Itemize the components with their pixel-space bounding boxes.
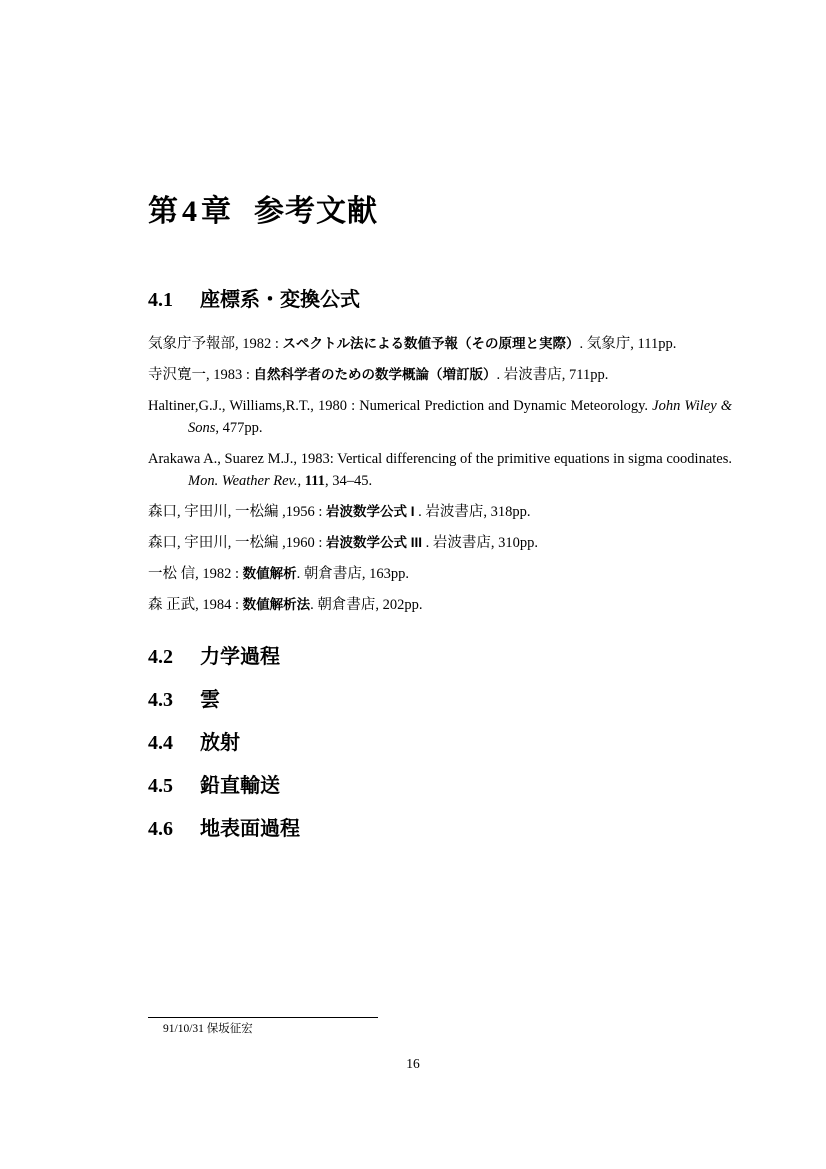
reference-segment: Haltiner,G.J., Williams,R.T., 1980 : Numerical Prediction and Dynamic Meteorology. bbox=[148, 398, 653, 414]
page-content bbox=[148, 193, 732, 842]
reference-entry bbox=[148, 395, 732, 439]
reference-segment: . 岩波書店, 310pp. bbox=[422, 535, 539, 551]
footnote-rule bbox=[148, 1017, 378, 1018]
reference-segment: 森 正武, 1984 : bbox=[148, 597, 243, 613]
section-number: 4.6 bbox=[148, 818, 173, 840]
reference-segment: 自然科学者のための数学概論（増訂版） bbox=[253, 367, 497, 382]
reference-segment: 数値解析 bbox=[242, 566, 297, 581]
reference-segment: , 34–45. bbox=[324, 473, 373, 489]
reference-list bbox=[148, 333, 732, 616]
reference-segment: 森口, 宇田川, 一松編 ,1960 : bbox=[148, 535, 327, 551]
reference-segment: John Wiley & Sons bbox=[188, 398, 732, 436]
section-number: 4.5 bbox=[148, 775, 173, 797]
section-heading-4-3 bbox=[148, 687, 732, 713]
chapter-title: 参考文献 bbox=[254, 195, 378, 228]
reference-segment: . 岩波書店, 318pp. bbox=[414, 504, 531, 520]
reference-segment: . 朝倉書店, 163pp. bbox=[296, 566, 410, 582]
reference-segment: 一松 信, 1982 : bbox=[148, 566, 243, 582]
reference-entry bbox=[148, 333, 732, 355]
reference-segment: . 岩波書店, 711pp. bbox=[496, 367, 609, 383]
section-number: 4.4 bbox=[148, 732, 173, 754]
section-heading-4-1 bbox=[148, 287, 732, 313]
chapter-number: 4 bbox=[182, 195, 198, 228]
section-title: 雲 bbox=[200, 689, 220, 711]
reference-entry bbox=[148, 532, 732, 554]
reference-entry bbox=[148, 563, 732, 585]
section-title: 地表面過程 bbox=[200, 818, 300, 840]
section-title: 座標系・変換公式 bbox=[200, 289, 360, 311]
page-number: 16 bbox=[406, 1056, 420, 1071]
footnote-text: 91/10/31 保坂征宏 bbox=[163, 1023, 253, 1035]
reference-entry bbox=[148, 594, 732, 616]
section-number: 4.2 bbox=[148, 646, 173, 668]
reference-segment: Arakawa A., Suarez M.J., 1983: Vertical differencing of the primitive equations in sigma coodinates. bbox=[148, 451, 732, 467]
reference-segment: , bbox=[297, 473, 305, 489]
section-heading-4-5 bbox=[148, 773, 732, 799]
reference-segment: 数値解析法 bbox=[242, 597, 311, 612]
section-number: 4.3 bbox=[148, 689, 173, 711]
reference-segment: , 477pp. bbox=[215, 420, 263, 436]
chapter-prefix: 第 bbox=[148, 195, 179, 228]
chapter-heading bbox=[148, 193, 732, 231]
reference-segment: 岩波数学公式 I bbox=[326, 504, 415, 519]
reference-segment: . 気象庁, 111pp. bbox=[579, 336, 677, 352]
section-title: 鉛直輸送 bbox=[200, 775, 280, 797]
reference-segment: Mon. Weather Rev. bbox=[188, 473, 298, 489]
reference-entry bbox=[148, 364, 732, 386]
section-title: 力学過程 bbox=[200, 646, 280, 668]
section-heading-4-4 bbox=[148, 730, 732, 756]
reference-segment: 岩波数学公式 III bbox=[326, 535, 423, 550]
reference-segment: . 朝倉書店, 202pp. bbox=[310, 597, 423, 613]
section-number: 4.1 bbox=[148, 289, 173, 311]
reference-segment: 寺沢寛一, 1983 : bbox=[148, 367, 254, 383]
section-heading-4-6 bbox=[148, 816, 732, 842]
reference-segment: 111 bbox=[304, 473, 325, 489]
section-heading-4-2 bbox=[148, 644, 732, 670]
reference-entry bbox=[148, 448, 732, 492]
chapter-suffix: 章 bbox=[201, 195, 232, 228]
reference-segment: 気象庁予報部, 1982 : bbox=[148, 336, 283, 352]
reference-segment: スペクトル法による数値予報（その原理と実際） bbox=[282, 336, 580, 351]
section-title: 放射 bbox=[200, 732, 240, 754]
reference-segment: 森口, 宇田川, 一松編 ,1956 : bbox=[148, 504, 327, 520]
reference-entry bbox=[148, 501, 732, 523]
